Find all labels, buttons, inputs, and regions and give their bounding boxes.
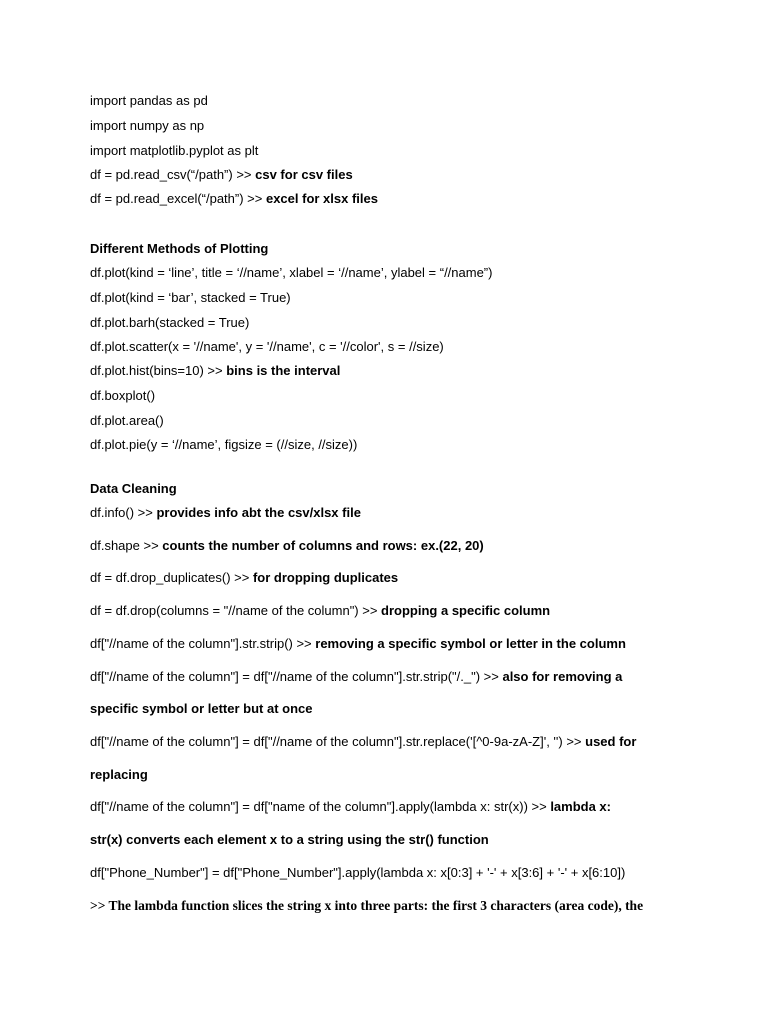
note-text: replacing: [90, 767, 148, 782]
apply-lambda-line: [90, 799, 611, 815]
note-text: str(x) converts each element x to a string using the str() function: [90, 832, 489, 847]
info-line: [90, 505, 361, 521]
note-text: bins is the interval: [226, 363, 341, 378]
plot-area-code: df.plot.area(): [90, 413, 164, 428]
code-text: df.plot.hist(bins=10) >>: [90, 363, 227, 378]
plot-barh-code: df.plot.barh(stacked = True): [90, 315, 250, 330]
code-text: df["//name of the column"].str.strip() >>: [90, 636, 316, 651]
code-text: df["//name of the column"] = df["//name of the column"].str.strip("/._") >>: [90, 669, 503, 684]
code-text: df = df.drop(columns = "//name of the column") >>: [90, 603, 382, 618]
boxplot-code: df.boxplot(): [90, 388, 156, 403]
shape-line: [90, 538, 484, 554]
phone-number-line: df["Phone_Number"] = df["Phone_Number"].apply(lambda x: x[0:3] + '-' + x[3:6] + '-' + x[6:10]): [90, 865, 626, 880]
str-replace-line: [90, 734, 636, 750]
drop-duplicates-line: [90, 570, 398, 586]
str-replace-continuation: [90, 767, 148, 783]
note-text: counts the number of columns and rows: ex.(22, 20): [162, 538, 484, 553]
lambda-explanation-line: >> The lambda function slices the string x into three parts: the first 3 characters (area code), the: [90, 898, 644, 913]
plot-line-code: df.plot(kind = ‘line’, title = ‘//name’, xlabel = ‘//name’, ylabel = “//name”): [90, 265, 493, 280]
str-strip-assign-continuation: [90, 701, 313, 717]
str-strip-line: [90, 636, 626, 652]
read-excel-line: [90, 191, 378, 207]
plot-hist-line: [90, 363, 340, 379]
plot-bar-code: df.plot(kind = ‘bar’, stacked = True): [90, 290, 291, 305]
code-text: df["//name of the column"] = df["//name of the column"].str.replace('[^0-9a-zA-Z]', '') >>: [90, 734, 586, 749]
note-text: specific symbol or letter but at once: [90, 701, 313, 716]
plot-pie-code: df.plot.pie(y = ‘//name’, figsize = (//size, //size)): [90, 437, 358, 452]
note-text: dropping a specific column: [381, 603, 551, 618]
import-pandas-line: import pandas as pd: [90, 93, 208, 108]
apply-lambda-continuation: [90, 832, 489, 848]
code-text: df = df.drop_duplicates() >>: [90, 570, 253, 585]
code-text: df.info() >>: [90, 505, 157, 520]
note-text: removing a specific symbol or letter in the column: [315, 636, 626, 651]
import-numpy-line: import numpy as np: [90, 118, 205, 133]
plotting-heading: Different Methods of Plotting: [90, 241, 269, 256]
code-text: df.shape >>: [90, 538, 163, 553]
code-text: df = pd.read_excel(“/path”) >>: [90, 191, 266, 206]
code-text: df = pd.read_csv(“/path”) >>: [90, 167, 256, 182]
note-text: also for removing a: [502, 669, 623, 684]
note-text: used for: [585, 734, 637, 749]
note-text: lambda x:: [550, 799, 611, 814]
cleaning-heading: Data Cleaning: [90, 481, 177, 496]
note-text: for dropping duplicates: [252, 570, 399, 585]
note-text: csv for csv files: [255, 167, 353, 182]
drop-column-line: [90, 603, 550, 619]
read-csv-line: [90, 167, 353, 183]
plot-scatter-code: df.plot.scatter(x = '//name', y = '//name', c = '//color', s = //size): [90, 339, 444, 354]
str-strip-assign-line: [90, 669, 622, 685]
import-matplotlib-line: import matplotlib.pyplot as plt: [90, 143, 259, 158]
code-text: df["//name of the column"] = df["name of the column"].apply(lambda x: str(x)) >>: [90, 799, 551, 814]
note-text: provides info abt the csv/xlsx file: [156, 505, 361, 520]
note-text: excel for xlsx files: [265, 191, 378, 206]
